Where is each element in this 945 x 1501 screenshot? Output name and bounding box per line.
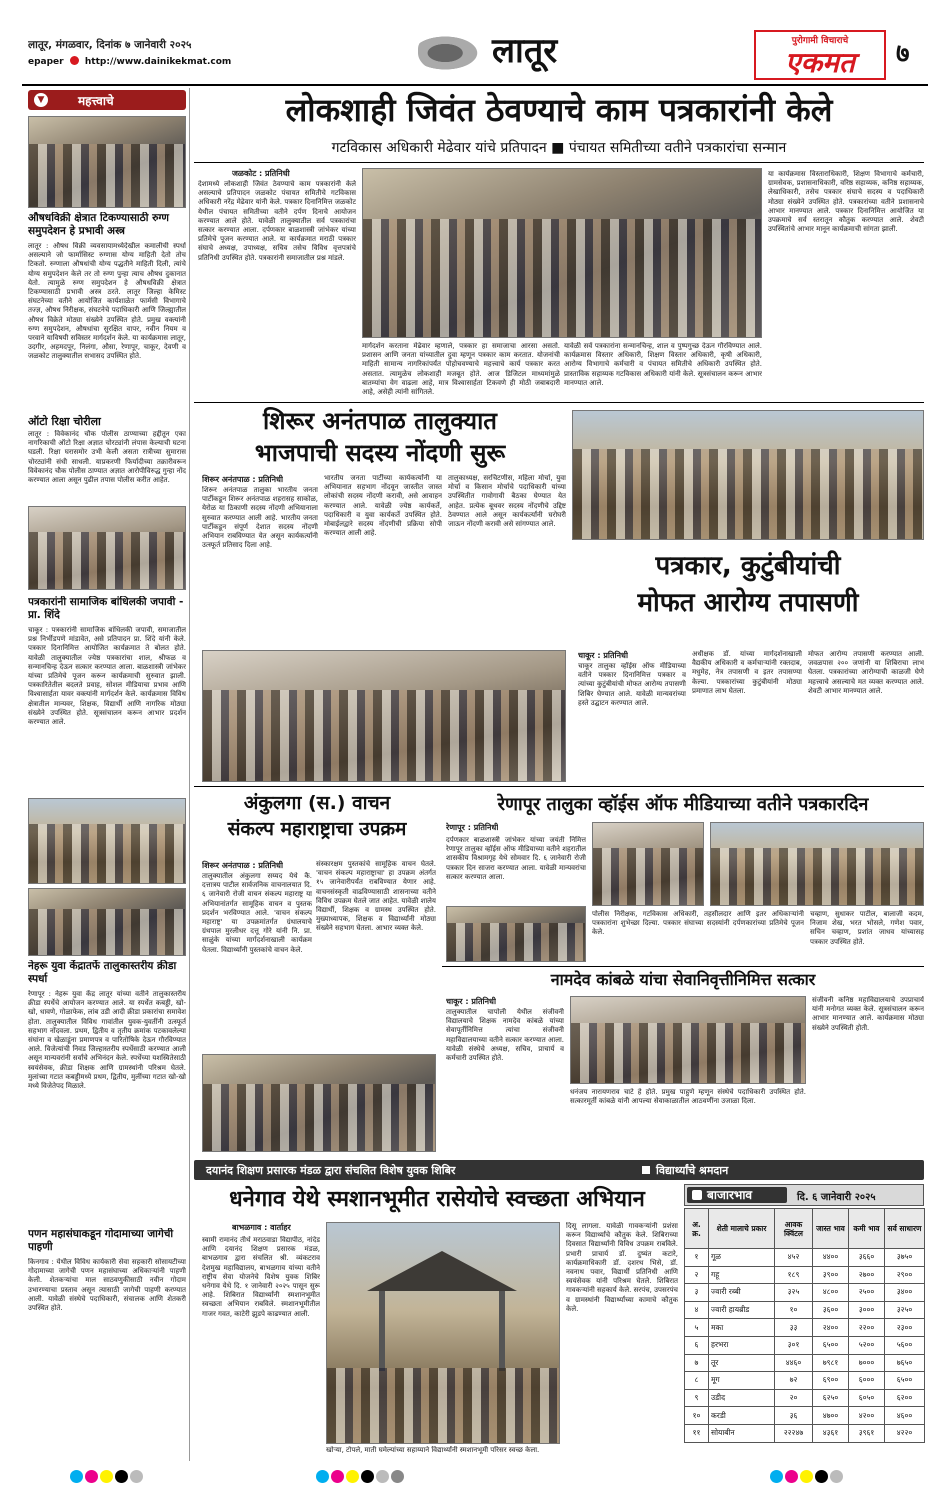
market-cell: ४ bbox=[685, 1301, 709, 1319]
renapur-headline: रेणापूर तालुका व्हॉईस ऑफ मीडियाच्या वतीने पत्रकारदिन bbox=[497, 794, 869, 815]
market-cell: ४५२ bbox=[775, 1249, 813, 1267]
namdev-col-2: धनंजय नारायणराव चाटे हे होते. प्रमुख पाहुणे म्हणून संस्थेचे पदाधिकारी उपस्थित होते. सत्कारमूर्ती कांबळे यांनी आपल्या सेवाकाळातील आठवणींना उजाळा दिला. bbox=[570, 1088, 806, 1106]
sidebar-story-4-body: रेणापूर : नेहरू युवा केंद्र लातूर यांच्या वतीने तालुकास्तरीय क्रीडा स्पर्धेचे आयोजन करण्यात आले. या स्पर्धेत कबड्डी, खो-खो, धावणे, गोळाफेक, लांब उडी आदी क्रीडा प्रकारांचा समावेश होता. तालुक्यातील विविध गावांतील युवक-युवतींनी उत्स्फूर्त सहभाग नोंदवला. प्रथम, द्वितीय व तृतीय क्रमांक पटकावलेल्या संघांना व खेळाडूंना प्रमाणपत्र व पारितोषिके देऊन गौरविण्यात आले. विजेत्यांची निवड जिल्हास्तरीय स्पर्धेसाठी करण्यात आली असून मान्यवरांनी सर्वांचे अभिनंदन केले. स्पर्धेच्या यशस्वितेसाठी स्वयंसेवक, क्रीडा शिक्षक आणि ग्रामस्थांनी परिश्रम घेतले. मुलांच्या गटात कबड्डीमध्ये प्रथम, द्वितीय, मुलींच्या गटात खो-खो मध्ये विजेतेपद मिळाले. bbox=[28, 990, 186, 1091]
health-byline: चाकूर : प्रतिनिधी bbox=[578, 651, 629, 660]
market-cell: २० bbox=[775, 1389, 813, 1407]
square-icon bbox=[642, 1166, 650, 1174]
lead-col-4: या कार्यक्रमास विस्ताराधिकारी, शिक्षण विभागाचे कर्मचारी, ग्रामसेवक, प्रशासनाधिकारी, वरिष्ठ सहाय्यक, कनिष्ठ सहाय्यक, लेखाधिकारी, तसेच पत्रकार संघाचे सदस्य व पदाधिकारी मोठ्या संख्येने उपस्थित होते. पत्रकारांच्या वतीने प्रशासनाचे आभार मानण्यात आले. पत्रकार दिनानिमित्त आयोजित या उपक्रमाचे सर्व स्तरातून कौतुक करण्यात आले. शेवटी उपस्थितांचे आभार मानून कार्यक्रमाची सांगता झाली. bbox=[768, 170, 924, 234]
market-header-cell: अ. क्र. bbox=[685, 1209, 709, 1249]
market-cell: १ bbox=[685, 1249, 709, 1267]
market-cell: ३३ bbox=[775, 1319, 813, 1337]
sidebar-header bbox=[28, 90, 186, 110]
market-cell: २ bbox=[685, 1266, 709, 1284]
market-cell: २९०० bbox=[885, 1266, 925, 1284]
market-cell: ४६०० bbox=[885, 1407, 925, 1425]
sidebar-story-3-title: पत्रकारांनी सामाजिक बांधिलकी जपावी - प्रा. शिंदे bbox=[28, 596, 184, 621]
lead-rule bbox=[194, 162, 924, 163]
market-row bbox=[685, 1407, 925, 1425]
market-table-body bbox=[685, 1249, 925, 1443]
market-panel bbox=[684, 1184, 924, 1458]
renapur-col-3: चव्हाण, सुधाकर पाटील, बालाजी कदम, निजाम शेख, भरत भोसले, गणेश पवार, सचिन चव्हाण, प्रशांत जाधव यांच्यासह पत्रकार उपस्थित होते. bbox=[810, 910, 924, 946]
namdev-col-1: तालुक्यातील चापोली येथील संजीवनी विद्यालयाचे शिक्षक नामदेव कांबळे यांच्या सेवापूर्तीनिमित्त त्यांचा संजीवनी महाविद्यालयाच्या वतीने सत्कार करण्यात आला. यावेळी संस्थेचे अध्यक्ष, सचिव, प्राचार्य व कर्मचारी उपस्थित होते. bbox=[446, 1008, 564, 1063]
sidebar-story-2-title: ऑटो रिक्षा चोरीला bbox=[28, 415, 101, 428]
market-cell: २२०० bbox=[849, 1319, 885, 1337]
sidebar-story-2-body: लातूर : विवेकानंद चौक पोलीस ठाण्याच्या हद्दीतून एका नागरिकाची ऑटो रिक्षा अज्ञात चोरट्यांनी लंपास केल्याची घटना घडली. रिक्षा घरासमोर उभी केली असता रात्रीच्या सुमारास चोरट्यांनी संधी साधली. याप्रकरणी फिर्यादीच्या तक्रारीवरून विवेकानंद चौक पोलीस ठाण्यात अज्ञात आरोपीविरुद्ध गुन्हा नोंद करण्यात आला असून पुढील तपास पोलीस करीत आहेत. bbox=[28, 430, 186, 485]
epaper-label: epaper bbox=[28, 57, 64, 67]
lead-bottom-rule bbox=[194, 402, 924, 403]
brand-logo: एकमत bbox=[785, 46, 855, 79]
market-cell: तूर bbox=[709, 1354, 775, 1372]
market-row bbox=[685, 1319, 925, 1337]
lead-headline: लोकशाही जिवंत ठेवण्याचे काम पत्रकारांनी केले bbox=[285, 91, 833, 129]
masthead-rule bbox=[22, 84, 928, 86]
section-title: लातूर bbox=[492, 31, 558, 71]
market-cell: २७०० bbox=[849, 1266, 885, 1284]
market-cell: ६००० bbox=[849, 1372, 885, 1390]
market-cell: गहू bbox=[709, 1266, 775, 1284]
market-date: दि. ६ जानेवारी २०२५ bbox=[797, 1192, 876, 1203]
market-cell: ४३६१ bbox=[813, 1424, 849, 1442]
market-cell: ३ bbox=[685, 1284, 709, 1302]
namdev-col-3: संजीवनी कनिष्ठ महाविद्यालयाचे उपप्राचार्य यांनी मनोगत व्यक्त केले. सूत्रसंचालन करून आभार मानण्यात आले. कार्यक्रमास मोठ्या संख्येने उपस्थिती होती. bbox=[812, 996, 924, 1032]
market-row bbox=[685, 1354, 925, 1372]
market-cell: ७००० bbox=[849, 1354, 885, 1372]
lead-col-2: मार्गदर्शन करताना मेढेवार म्हणाले, पत्रकार हा समाजाचा आरसा असतो. प्रशासन आणि जनता यांच्यातील दुवा म्हणून पत्रकार काम करतात. योजनांची माहिती सामान्य नागरिकांपर्यंत पोहोचवण्याचे महत्त्वाचे कार्य पत्रकार करत असतात. त्यामुळेच लोकशाही मजबूत होते. आज डिजिटल माध्यमांमुळे बातम्यांचा वेग वाढला आहे, मात्र विश्वासार्हता टिकवणे ही मोठी जबाबदारी आहे, असेही त्यांनी सांगितले. bbox=[362, 342, 560, 397]
market-table bbox=[684, 1208, 925, 1443]
market-cell: ८ bbox=[685, 1372, 709, 1390]
sidebar-story-5-body: किनगाव : येथील विविध कार्यकारी सेवा सहकारी सोसायटीच्या गोदामाच्या जागेची पणन महासंघाच्या अधिकाऱ्यांनी पाहणी केली. शेतकऱ्यांचा माल साठवणुकीसाठी नवीन गोदाम उभारण्याचा प्रस्ताव असून त्यासाठी जागेची पाहणी करण्यात आली. यावेळी संस्थेचे पदाधिकारी, संचालक आणि शेतकरी उपस्थित होते. bbox=[28, 1258, 186, 1313]
market-row bbox=[685, 1424, 925, 1442]
market-header-cell: जास्त भाव bbox=[813, 1209, 849, 1249]
market-cell: ४२०० bbox=[849, 1407, 885, 1425]
ankulaga-photo bbox=[202, 1054, 436, 1152]
market-cell: ज्वारी रब्बी bbox=[709, 1284, 775, 1302]
market-cell: गूळ bbox=[709, 1249, 775, 1267]
renapur-photo-2 bbox=[710, 822, 924, 906]
renapur-rule bbox=[442, 966, 924, 967]
market-cell: सोयाबीन bbox=[709, 1424, 775, 1442]
ankulaga-headline-line-1: अंकुलगा (स.) वाचन bbox=[243, 792, 391, 814]
chevron-down-icon: ▼ bbox=[34, 93, 48, 107]
dhanegaon-banner bbox=[194, 1160, 924, 1180]
dhanegaon-photo-caption: खोऱ्या, टोपले, माती घमेल्यांच्या सहाय्याने विद्यार्थ्यांनी स्मशानभूमी परिसर स्वच्छ केला. bbox=[326, 1446, 540, 1454]
market-cell: ६ bbox=[685, 1336, 709, 1354]
dhanegaon-banner-text: दयानंद शिक्षण प्रसारक मंडळ द्वारा संचलित विशेष युवक शिबिर bbox=[206, 1164, 456, 1177]
market-cell: ५६०० bbox=[885, 1336, 925, 1354]
ankulaga-col-2: संस्कारक्षम पुस्तकांचे सामूहिक वाचन घेतले. 'वाचन संकल्प महाराष्ट्राचा' हा उपक्रम अंतर्गत १५ जानेवारीपर्यंत राबविण्यात येणार आहे. वाचनसंस्कृती वाढविण्यासाठी शासनाच्या वतीने विविध उपक्रम घेतले जात आहेत. यावेळी शालेय विद्यार्थी, शिक्षक व ग्रामस्थ उपस्थित होते. मुख्याध्यापक, शिक्षक व विद्यार्थ्यांनी मोठ्या संख्येने सहभाग घेतला. आभार व्यक्त केले. bbox=[316, 860, 436, 933]
page-number: ७ bbox=[896, 39, 910, 69]
market-cell: ४८०० bbox=[813, 1284, 849, 1302]
ankulaga-col-1: तालुक्यातील अंकुलगा सय्यद येथे कै. दत्तात्रय पाटील सार्वजनिक वाचनालयात दि. ६ जानेवारी रोजी वाचन संकल्प महाराष्ट्र या अभियानांतर्गत सामूहिक वाचन व पुस्तक प्रदर्शन भरविण्यात आले. 'वाचन संकल्प महाराष्ट्र' या उपक्रमांतर्गत ग्रंथालयाचे ग्रंथपाल मुरलीधर दत्तू गोरे यांनी नि. प्रा. साळुंके यांच्या मार्गदर्शनाखाली कार्यक्रम घेतला. विद्यार्थ्यांनी पुस्तकांचे वाचन केले. bbox=[202, 872, 312, 954]
health-headline-line-1: पत्रकार, कुटुंबीयांची bbox=[655, 551, 841, 581]
market-cell: ३००० bbox=[849, 1301, 885, 1319]
market-cell: २२२४७ bbox=[775, 1424, 813, 1442]
bjp-photo bbox=[202, 650, 566, 782]
dhanegaon-headline: धनेगाव येथे स्मशानभूमीत रासेयोचे स्वच्छता अभियान bbox=[229, 1187, 645, 1212]
sidebar-photo-4 bbox=[28, 888, 186, 956]
market-row bbox=[685, 1301, 925, 1319]
ankulaga-byline: शिरूर अनंतपाळ : प्रतिनिधी bbox=[202, 861, 284, 870]
bag-icon bbox=[692, 1190, 702, 1200]
sidebar-header-label: महत्त्वाचे bbox=[78, 94, 114, 108]
market-cell: ३२५० bbox=[885, 1301, 925, 1319]
market-cell: उडीद bbox=[709, 1389, 775, 1407]
market-cell: ४७०० bbox=[813, 1407, 849, 1425]
market-cell: ३९६१ bbox=[849, 1424, 885, 1442]
bjp-col-3: तालुकाध्यक्ष, सरचिटणीस, महिला मोर्चा, युवा मोर्चा व किसान मोर्चाचे पदाधिकारी यांच्या उपस्थितीत गावोगावी बैठका घेण्यात येत आहेत. प्रत्येक बूथवर सदस्य नोंदणीचे उद्दिष्ट ठेवण्यात आले असून कार्यकर्त्यांनी घरोघरी जाऊन नोंदणी करावी असे सांगण्यात आले. bbox=[448, 474, 566, 529]
market-cell: १० bbox=[685, 1407, 709, 1425]
lead-subhead: गटविकास अधिकारी मेढेवार यांचे प्रतिपादन ■ पंचायत समितीच्या वतीने पत्रकारांचा सन्मान bbox=[331, 140, 787, 156]
market-cell: हरभरा bbox=[709, 1336, 775, 1354]
market-cell: ३४०० bbox=[885, 1284, 925, 1302]
market-cell: ११ bbox=[685, 1424, 709, 1442]
lead-byline: जळकोट : प्रतिनिधी bbox=[232, 169, 290, 178]
market-cell: मका bbox=[709, 1319, 775, 1337]
market-row bbox=[685, 1266, 925, 1284]
market-cell: २४०० bbox=[813, 1319, 849, 1337]
market-cell: ४४०० bbox=[813, 1249, 849, 1267]
market-row bbox=[685, 1284, 925, 1302]
dhanegaon-col-1: स्वामी रामानंद तीर्थ मराठवाडा विद्यापीठ, नांदेड आणि दयानंद शिक्षण प्रसारक मंडळ, बाभळगाव द्वारा संचलित श्री. व्यंकटराव देशमुख महाविद्यालय, बाभळगाव यांच्या वतीने राष्ट्रीय सेवा योजनेचे विशेष युवक शिबिर धनेगाव येथे दि. १ जानेवारी २०२५ पासून सुरू आहे. शिबिरात विद्यार्थ्यांनी स्मशानभूमीत स्वच्छता अभियान राबविले. स्मशानभूमीतील गाजर गवत, काटेरी झुडपे काढण्यात आली. bbox=[202, 1236, 320, 1318]
market-cell: ३६०० bbox=[813, 1301, 849, 1319]
namdev-byline: चाकूर : प्रतिनिधी bbox=[446, 997, 497, 1006]
market-cell: ३०१ bbox=[775, 1336, 813, 1354]
market-cell: ६२०० bbox=[885, 1389, 925, 1407]
shelter-shape bbox=[367, 1251, 517, 1291]
market-cell: ज्वारी हायब्रीड bbox=[709, 1301, 775, 1319]
health-col-1: चाकूर तालुका व्हॉईस ऑफ मीडियाच्या वतीने पत्रकार दिनानिमित्त पत्रकार व त्यांच्या कुटुंबीयांची मोफत आरोग्य तपासणी शिबिर घेण्यात आले. यावेळी मान्यवरांच्या हस्ते उद्घाटन करण्यात आले. bbox=[578, 662, 686, 707]
market-cell: ४४६० bbox=[775, 1354, 813, 1372]
market-cell: ३२५ bbox=[775, 1284, 813, 1302]
ankulaga-headline-line-2: संकल्प महाराष्ट्राचा उपक्रम bbox=[227, 818, 407, 840]
market-cell: ७२ bbox=[775, 1372, 813, 1390]
market-header-cell: शेती मालाचे प्रकार bbox=[709, 1209, 775, 1249]
epaper-line bbox=[28, 56, 231, 67]
market-cell: ५२०० bbox=[849, 1336, 885, 1354]
color-bar-left bbox=[70, 1468, 145, 1487]
market-row bbox=[685, 1336, 925, 1354]
shelter-pillars bbox=[379, 1291, 505, 1371]
color-bar-center bbox=[316, 1468, 406, 1487]
namdev-headline: नामदेव कांबळे यांचा सेवानिवृत्तीनिमित्त सत्कार bbox=[550, 970, 816, 989]
market-cell: ६९०० bbox=[813, 1372, 849, 1390]
market-cell: करडी bbox=[709, 1407, 775, 1425]
market-cell: ३६ bbox=[775, 1407, 813, 1425]
dhanegaon-photo bbox=[326, 1222, 560, 1444]
market-cell: मूग bbox=[709, 1372, 775, 1390]
renapur-byline: रेणापूर : प्रतिनिधी bbox=[446, 823, 499, 832]
health-col-2: अधीक्षक डॉ. यांच्या मार्गदर्शनाखाली वैद्यकीय अधिकारी व कर्मचाऱ्यांनी रक्तदाब, मधुमेह, नेत्र तपासणी व इतर तपासण्या केल्या. पत्रकारांच्या कुटुंबीयांनी मोठ्या प्रमाणात लाभ घेतला. bbox=[692, 650, 802, 695]
sidebar-story-1-body: लातूर : औषध विक्री व्यवसायामध्येदेखील कमालीची स्पर्धा असल्याने जो फार्मासिस्ट रुग्णास योग्य माहिती देतो तोच टिकतो. रुग्णाला औषधांची योग्य पद्धतीने माहिती दिली, त्यांचे योग्य समुपदेशन केले तर तो रुग्ण पुन्हा त्याच औषध दुकानात येतो. त्यामुळे रुग्ण समुपदेशन हे औषधविक्री क्षेत्रात टिकण्यासाठी प्रभावी अस्त्र ठरते. लातूर जिल्हा केमिस्ट संघटनेच्या वतीने आयोजित कार्यशाळेत फार्मसी विभागाचे तज्ज्ञ, औषध निरीक्षक, संघटनेचे पदाधिकारी आणि जिल्ह्यातील औषध विक्रेते मोठ्या संख्येने उपस्थित होते. प्रमुख वक्त्यांनी रुग्ण समुपदेशन, औषधांचा सुरक्षित वापर, नवीन नियम व परवाने याविषयी सविस्तर मार्गदर्शन केले. या कार्यक्रमास लातूर, उदगीर, अहमदपूर, निलंगा, औसा, रेणापूर, चाकूर, देवणी व जळकोट तालुक्यातील सभासद उपस्थित होते. bbox=[28, 242, 186, 361]
masthead bbox=[0, 0, 945, 88]
epaper-url[interactable]: http://www.dainikekmat.com bbox=[84, 57, 232, 67]
sidebar bbox=[28, 88, 190, 1461]
market-cell: ३९०० bbox=[813, 1266, 849, 1284]
namdev-photo bbox=[570, 996, 806, 1084]
market-cell: ३६६० bbox=[849, 1249, 885, 1267]
market-cell: १० bbox=[775, 1301, 813, 1319]
market-cell: २५०० bbox=[849, 1284, 885, 1302]
market-table-header bbox=[685, 1209, 925, 1249]
market-title: बाजारभाव bbox=[707, 1188, 753, 1202]
market-cell: ७६५० bbox=[885, 1354, 925, 1372]
bjp-byline: शिरूर अनंतपाळ : प्रतिनिधी bbox=[202, 475, 284, 484]
market-cell: ५ bbox=[685, 1319, 709, 1337]
dhanegaon-byline: बाभळगाव : वार्ताहर bbox=[232, 1223, 291, 1232]
bjp-col-2: भारतीय जनता पार्टीच्या कार्यकर्त्यांनी या अभियानात सहभाग नोंदवून जास्तीत जास्त लोकांची सदस्य नोंदणी करावी, असे आवाहन करण्यात आले. यावेळी ज्येष्ठ कार्यकर्ते, पदाधिकारी व युवा कार्यकर्ते उपस्थित होते. मोबाईलद्वारे सदस्य नोंदणीची प्रक्रिया सोपी करण्यात आली आहे. bbox=[324, 474, 442, 538]
sidebar-story-1-title: औषधविक्री क्षेत्रात टिकण्यासाठी रुग्ण समुपदेशन हे प्रभावी अस्त्र bbox=[28, 212, 169, 237]
sidebar-story-5-title: पणन महासंघाकडून गोदामाच्या जागेची पाहणी bbox=[28, 1228, 174, 1253]
market-row bbox=[685, 1372, 925, 1390]
market-cell: ६५०० bbox=[885, 1372, 925, 1390]
bjp-col-1: शिरूर अनंतपाळ तालुका भारतीय जनता पार्टीकडून शिरूर अनंतपाळ शहरासह साकोळ, येरोळ या ठिकाणी सदस्य नोंदणी अभियानाला सुरुवात करण्यात आली आहे. भारतीय जनता पार्टीकडून संपूर्ण देशात सदस्य नोंदणी अभियान राबविण्यात येत असून कार्यकर्त्यांनी उत्स्फूर्त प्रतिसाद दिला आहे. bbox=[202, 486, 318, 550]
health-col-3: मोफत आरोग्य तपासणी करण्यात आली. जवळपास २०० जणांनी या शिबिराचा लाभ घेतला. पत्रकारांच्या आरोग्याची काळजी घेणे महत्त्वाचे असल्याचे मत व्यक्त करण्यात आले. शेवटी आभार मानण्यात आले. bbox=[808, 650, 924, 695]
market-title-badge bbox=[687, 1187, 787, 1203]
market-header-cell: आवक क्विंटल bbox=[775, 1209, 813, 1249]
dhanegaon-banner-tag: विद्यार्थ्यांचे श्रमदान bbox=[656, 1164, 729, 1177]
market-cell: ६०५० bbox=[849, 1389, 885, 1407]
renapur-photo-3 bbox=[446, 906, 586, 962]
lead-col-1: देशामध्ये लोकशाही जिवंत ठेवण्याचे काम पत्रकारांनी केले असल्याचे प्रतिपादन जळकोट पंचायत समितीचे गटविकास अधिकारी नरेंद्र मेढेवार यांनी केले. पत्रकार दिनानिमित्त जळकोट येथील पंचायत समितीच्या वतीने दर्पण दिनाचे आयोजन करण्यात आले होते. यावेळी तालुक्यातील सर्व पत्रकारांचा सत्कार करण्यात आला. दर्पणकार बाळशास्त्री जांभेकर यांच्या प्रतिमेचे पूजन करण्यात आले. या कार्यक्रमात मराठी पत्रकार संघाचे अध्यक्ष, उपाध्यक्ष, सचिव तसेच विविध वृत्तपत्रांचे प्रतिनिधी उपस्थित होते. पत्रकारांनी समाजातील प्रश्न मांडले. bbox=[198, 180, 356, 262]
dhanegaon-col-2: दिसू लागला. यावेळी गावकऱ्यांनी प्रशंसा करून विद्यार्थ्यांचे कौतुक केले. शिबिराच्या दिवसात विद्यार्थ्यांनी विविध उपक्रम राबविले. प्रभारी प्राचार्य डॉ. दुष्यंत कटारे, कार्यक्रमाधिकारी डॉ. दशरथ भिसे, डॉ. नवनाथ पवार, विद्यार्थी प्रतिनिधी आणि स्वयंसेवक यांनी परिश्रम घेतले. शिबिरात गावकऱ्यांनी सहकार्य केले. सरपंच, उपसरपंच व ग्रामस्थांनी विद्यार्थ्यांच्या कामाचे कौतुक केले. bbox=[566, 1222, 678, 1313]
market-title-bar bbox=[684, 1184, 924, 1206]
market-cell: ७ bbox=[685, 1354, 709, 1372]
bjp-headline-line-2: भाजपाची सदस्य नोंदणी सुरू bbox=[254, 439, 506, 467]
market-cell: ६२५० bbox=[813, 1389, 849, 1407]
market-header-cell: सर्व साधारण bbox=[885, 1209, 925, 1249]
market-row bbox=[685, 1249, 925, 1267]
renapur-photo-1 bbox=[592, 822, 704, 906]
market-header-cell: कमी भाव bbox=[849, 1209, 885, 1249]
color-bar-right bbox=[770, 1468, 845, 1487]
market-cell: ३७५० bbox=[885, 1249, 925, 1267]
brand-tagline: पुरोगामी विचाराचे bbox=[791, 36, 849, 46]
bjp-headline-line-1: शिरूर अनंतपाळ तालुक्यात bbox=[263, 407, 497, 435]
health-headline-line-2: मोफत आरोग्य तपासणी bbox=[637, 588, 859, 618]
sidebar-photo-3 bbox=[28, 798, 186, 884]
renapur-col-2: पोलीस निरीक्षक, गटविकास अधिकारी, तहसीलदार आणि इतर अधिकाऱ्यांनी पत्रकारांना शुभेच्छा दिल्या. पत्रकार संघाच्या सदस्यांनी दर्पणकारांच्या प्रतिमेचे पूजन केले. bbox=[592, 910, 804, 937]
sidebar-photo-2 bbox=[28, 506, 186, 590]
market-cell: ४२२० bbox=[885, 1424, 925, 1442]
renapur-col-1: दर्पणकार बाळशास्त्री जांभेकर यांच्या जयंती निमित्त रेणापूर तालुका व्हॉईस ऑफ मीडियाच्या वतीने शहरातील शासकीय विश्रामगृह येथे सोमवार दि. ६ जानेवारी रोजी पत्रकार दिन साजरा करण्यात आला. यावेळी मान्यवरांचा सत्कार करण्यात आला. bbox=[446, 836, 586, 881]
sidebar-photo-1 bbox=[28, 116, 186, 208]
sidebar-story-4-title: नेहरू युवा केंद्रातर्फे तालुकास्तरीय क्रीडा स्पर्धा bbox=[28, 960, 177, 985]
market-row bbox=[685, 1389, 925, 1407]
lead-photo bbox=[362, 168, 762, 338]
health-photo bbox=[572, 410, 924, 540]
sidebar-story-3-body: चाकूर : पत्रकारांनी सामाजिक बांधिलकी जपावी, समाजातील प्रश्न निर्भीडपणे मांडावेत, असे प्रतिपादन प्रा. शिंदे यांनी केले. पत्रकार दिनानिमित्त आयोजित कार्यक्रमात ते बोलत होते. यावेळी तालुक्यातील ज्येष्ठ पत्रकारांचा शाल, श्रीफळ व सन्मानचिन्ह देऊन सत्कार करण्यात आला. बाळशास्त्री जांभेकर यांच्या प्रतिमेचे पूजन करून कार्यक्रमाची सुरुवात झाली. पत्रकारितेतील बदलते प्रवाह, सोशल मीडियाचा प्रभाव आणि विश्वासार्हता यावर वक्त्यांनी मार्गदर्शन केले. कार्यक्रमास विविध क्षेत्रातील मान्यवर, शिक्षक, विद्यार्थी आणि नागरिक मोठ्या संख्येने उपस्थित होते. सूत्रसंचालन करून आभार प्रदर्शन करण्यात आले. bbox=[28, 626, 186, 727]
registration-marks bbox=[0, 1466, 945, 1486]
market-cell: ९ bbox=[685, 1389, 709, 1407]
globe-icon bbox=[70, 56, 79, 65]
lead-col-3: यावेळी सर्व पत्रकारांना सन्मानचिन्ह, शाल व पुष्पगुच्छ देऊन गौरविण्यात आले. कार्यक्रमास विस्तार अधिकारी, शिक्षण विस्तार अधिकारी, कृषी अधिकारी, आरोग्य विभागाचे कर्मचारी व पंचायत समितीचे अधिकारी उपस्थित होते. प्रास्ताविक सहाय्यक गटविकास अधिकारी यांनी केले. सूत्रसंचालन करून आभार मानण्यात आले. bbox=[564, 342, 762, 387]
market-cell: ७९८१ bbox=[813, 1354, 849, 1372]
market-cell: ६५०० bbox=[813, 1336, 849, 1354]
district-map-icon bbox=[418, 32, 486, 74]
mid-rule bbox=[194, 786, 924, 787]
market-cell: २३०० bbox=[885, 1319, 925, 1337]
market-cell: १८९ bbox=[775, 1266, 813, 1284]
brand-box bbox=[754, 30, 886, 80]
dateline: लातूर, मंगळवार, दिनांक ७ जानेवारी २०२५ bbox=[28, 39, 192, 51]
